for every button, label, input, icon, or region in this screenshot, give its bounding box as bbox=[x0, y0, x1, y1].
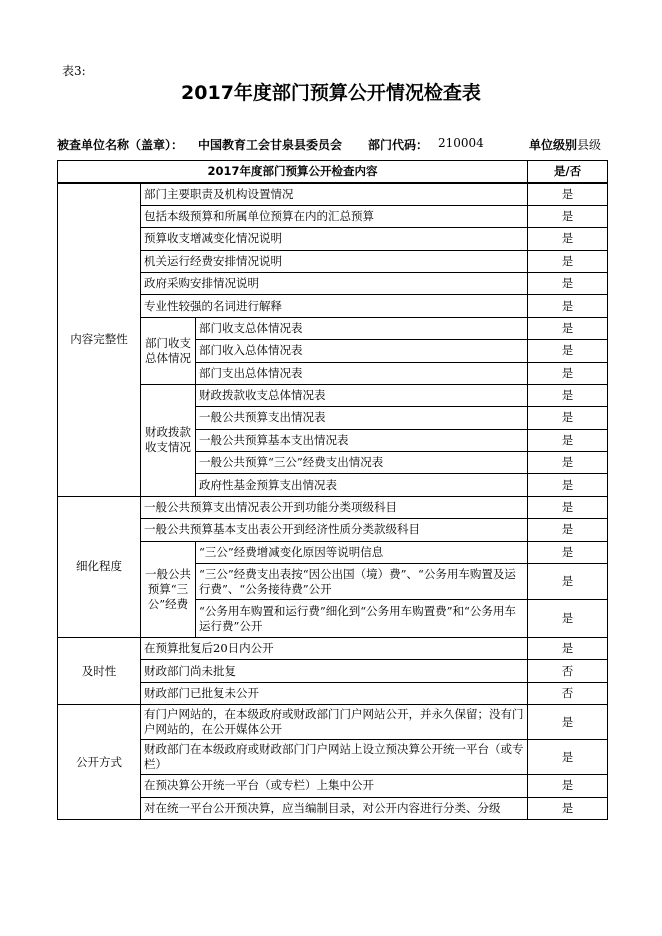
header-content: 2017年度部门预算公开检查内容 bbox=[58, 161, 528, 183]
section-refinement: 细化程度 bbox=[58, 496, 141, 637]
header-yes-no: 是/否 bbox=[528, 161, 608, 183]
row-text: 一般公共预算支出情况表 bbox=[196, 407, 528, 429]
table-row bbox=[58, 295, 608, 317]
table-header-row bbox=[58, 161, 608, 183]
table-row bbox=[58, 205, 608, 227]
table-row bbox=[58, 250, 608, 272]
row-yes-no: 否 bbox=[528, 682, 608, 704]
row-yes-no: 是 bbox=[528, 452, 608, 474]
table-row bbox=[58, 740, 608, 775]
dept-code-value: 210004 bbox=[438, 136, 484, 150]
table-row bbox=[58, 682, 608, 704]
row-text: 一般公共预算“三公”经费支出情况表 bbox=[196, 452, 528, 474]
table-row bbox=[58, 775, 608, 797]
row-yes-no: 是 bbox=[528, 407, 608, 429]
table-row bbox=[58, 797, 608, 819]
section-completeness: 内容完整性 bbox=[58, 183, 141, 496]
row-text: 在预算批复后20日内公开 bbox=[141, 638, 528, 660]
row-text: 在预决算公开统一平台（或专栏）上集中公开 bbox=[141, 775, 528, 797]
row-yes-no: 是 bbox=[528, 384, 608, 406]
dept-code-label: 部门代码： bbox=[368, 138, 429, 152]
table-row bbox=[58, 660, 608, 682]
table-row bbox=[58, 638, 608, 660]
section-timeliness: 及时性 bbox=[58, 638, 141, 705]
row-text: 部门主要职责及机构设置情况 bbox=[141, 183, 528, 205]
row-yes-no: 是 bbox=[528, 272, 608, 294]
row-text: 一般公共预算基本支出表公开到经济性质分类款级科目 bbox=[141, 519, 528, 541]
row-yes-no: 是 bbox=[528, 429, 608, 451]
row-yes-no: 是 bbox=[528, 340, 608, 362]
table-row bbox=[58, 384, 608, 406]
row-yes-no: 是 bbox=[528, 295, 608, 317]
row-yes-no: 是 bbox=[528, 541, 608, 563]
row-yes-no: 是 bbox=[528, 250, 608, 272]
table-row bbox=[58, 705, 608, 740]
table-row bbox=[58, 317, 608, 339]
row-text: 政府采购安排情况说明 bbox=[141, 272, 528, 294]
unit-level-value: 县级 bbox=[577, 138, 602, 152]
row-text: “三公”经费增减变化原因等说明信息 bbox=[196, 541, 528, 563]
row-text: 包括本级预算和所属单位预算在内的汇总预算 bbox=[141, 205, 528, 227]
row-text: 财政部门在本级政府或财政部门门户网站上设立预决算公开统一平台（或专栏） bbox=[141, 740, 528, 775]
row-yes-no: 是 bbox=[528, 317, 608, 339]
row-yes-no: 是 bbox=[528, 183, 608, 205]
subgroup-fiscal-allotment: 财政拨款收支情况 bbox=[141, 384, 196, 496]
row-yes-no: 是 bbox=[528, 474, 608, 496]
table-row bbox=[58, 496, 608, 518]
row-yes-no: 是 bbox=[528, 205, 608, 227]
table-row bbox=[58, 541, 608, 563]
row-text: 政府性基金预算支出情况表 bbox=[196, 474, 528, 496]
table-number-label: 表3: bbox=[62, 64, 86, 78]
page-title: 2017年度部门预算公开情况检查表 bbox=[181, 82, 481, 104]
inspection-table bbox=[57, 160, 608, 820]
row-text: 预算收支增减变化情况说明 bbox=[141, 228, 528, 250]
row-yes-no: 是 bbox=[528, 600, 608, 638]
row-yes-no: 是 bbox=[528, 362, 608, 384]
row-text: 财政部门已批复未公开 bbox=[141, 682, 528, 704]
row-yes-no: 否 bbox=[528, 660, 608, 682]
row-text: 部门收入总体情况表 bbox=[196, 340, 528, 362]
row-text: “公务用车购置和运行费”细化到“公务用车购置费”和“公务用车运行费”公开 bbox=[196, 600, 528, 638]
row-yes-no: 是 bbox=[528, 228, 608, 250]
row-text: 专业性较强的名词进行解释 bbox=[141, 295, 528, 317]
row-text: 部门支出总体情况表 bbox=[196, 362, 528, 384]
row-yes-no: 是 bbox=[528, 797, 608, 819]
row-text: 一般公共预算支出情况表公开到功能分类项级科目 bbox=[141, 496, 528, 518]
table-row bbox=[58, 228, 608, 250]
row-text: 对在统一平台公开预决算，应当编制目录，对公开内容进行分类、分级 bbox=[141, 797, 528, 819]
unit-name-label: 被查单位名称（盖章）： bbox=[57, 138, 184, 152]
row-text: 有门户网站的，在本级政府或财政部门门户网站公开，并永久保留；没有门户网站的，在公开媒体公开 bbox=[141, 705, 528, 740]
row-text: 部门收支总体情况表 bbox=[196, 317, 528, 339]
row-text: “三公”经费支出表按“因公出国（境）费”、“公务用车购置及运行费”、“公务接待费”公开 bbox=[196, 564, 528, 600]
row-yes-no: 是 bbox=[528, 496, 608, 518]
table-row bbox=[58, 272, 608, 294]
row-text: 财政部门尚未批复 bbox=[141, 660, 528, 682]
unit-level-label: 单位级别 bbox=[529, 138, 578, 152]
row-text: 一般公共预算基本支出情况表 bbox=[196, 429, 528, 451]
subgroup-general-budget: 一般公共预算“三公”经费 bbox=[141, 541, 196, 637]
row-yes-no: 是 bbox=[528, 705, 608, 740]
subgroup-dept-income: 部门收支总体情况 bbox=[141, 317, 196, 384]
row-text: 机关运行经费安排情况说明 bbox=[141, 250, 528, 272]
row-yes-no: 是 bbox=[528, 564, 608, 600]
row-text: 财政拨款收支总体情况表 bbox=[196, 384, 528, 406]
row-yes-no: 是 bbox=[528, 740, 608, 775]
row-yes-no: 是 bbox=[528, 638, 608, 660]
section-method: 公开方式 bbox=[58, 705, 141, 820]
row-yes-no: 是 bbox=[528, 775, 608, 797]
table-row bbox=[58, 183, 608, 205]
unit-name-value: 中国教育工会甘泉县委员会 bbox=[198, 138, 343, 152]
row-yes-no: 是 bbox=[528, 519, 608, 541]
table-row bbox=[58, 519, 608, 541]
